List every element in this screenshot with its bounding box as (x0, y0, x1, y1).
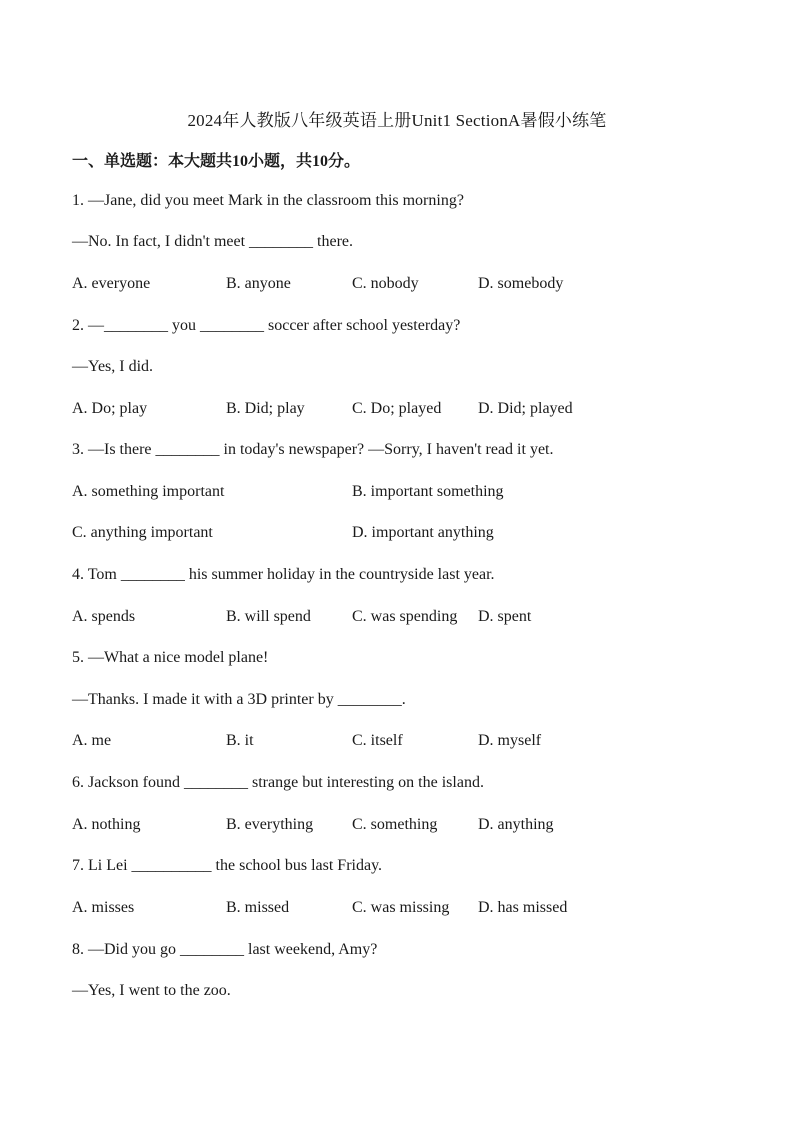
question-1-option-c: C. nobody (352, 275, 419, 292)
question-2-stem: 2. —________ you ________ soccer after school yesterday? (72, 317, 461, 334)
question-6-option-b: B. everything (226, 816, 314, 833)
question-1-option-b: B. anyone (226, 275, 291, 292)
page-title: 2024年人教版八年级英语上册Unit1 SectionA暑假小练笔 (187, 111, 607, 130)
question-4-option-a: A. spends (72, 608, 136, 625)
question-1-option-a: A. everyone (72, 275, 151, 292)
question-6-stem: 6. Jackson found ________ strange but interesting on the island. (72, 774, 484, 791)
question-7-stem: 7. Li Lei __________ the school bus last Friday. (72, 857, 383, 874)
section-heading: 一、单选题：本大题共10小题，共10分。 (72, 153, 361, 170)
question-6-option-a: A. nothing (72, 816, 141, 833)
question-2-option-a: A. Do; play (72, 400, 148, 417)
question-7-option-d: D. has missed (478, 899, 568, 916)
question-1-reply: —No. In fact, I didn't meet ________ there. (72, 233, 354, 250)
question-2-option-c: C. Do; played (352, 400, 442, 417)
question-5-reply: —Thanks. I made it with a 3D printer by ________. (72, 691, 406, 708)
question-4-option-b: B. will spend (226, 608, 311, 625)
question-4-option-c: C. was spending (352, 608, 458, 625)
question-7-option-a: A. misses (72, 899, 135, 916)
question-7-option-b: B. missed (226, 899, 290, 916)
question-1-option-d: D. somebody (478, 275, 564, 292)
question-7-option-c: C. was missing (352, 899, 450, 916)
question-3-stem: 3. —Is there ________ in today's newspaper? —Sorry, I haven't read it yet. (72, 441, 554, 458)
question-2-option-b: B. Did; play (226, 400, 305, 417)
question-6-option-c: C. something (352, 816, 438, 833)
question-3-option-d: D. important anything (352, 524, 494, 541)
question-5-option-d: D. myself (478, 732, 542, 749)
question-3-option-c: C. anything important (72, 524, 213, 541)
question-5-option-a: A. me (72, 732, 112, 749)
question-4-option-d: D. spent (478, 608, 532, 625)
question-3-option-b: B. important something (352, 483, 504, 500)
question-4-stem: 4. Tom ________ his summer holiday in the countryside last year. (72, 566, 495, 583)
question-8-stem: 8. —Did you go ________ last weekend, Amy? (72, 941, 378, 958)
question-8-reply: —Yes, I went to the zoo. (72, 982, 231, 999)
question-5-option-c: C. itself (352, 732, 403, 749)
question-2-reply: —Yes, I did. (72, 358, 154, 375)
question-6-option-d: D. anything (478, 816, 554, 833)
question-2-option-d: D. Did; played (478, 400, 573, 417)
question-3-option-a: A. something important (72, 483, 225, 500)
question-5-stem: 5. —What a nice model plane! (72, 649, 269, 666)
question-5-option-b: B. it (226, 732, 254, 749)
question-1-stem: 1. —Jane, did you meet Mark in the classroom this morning? (72, 192, 464, 209)
